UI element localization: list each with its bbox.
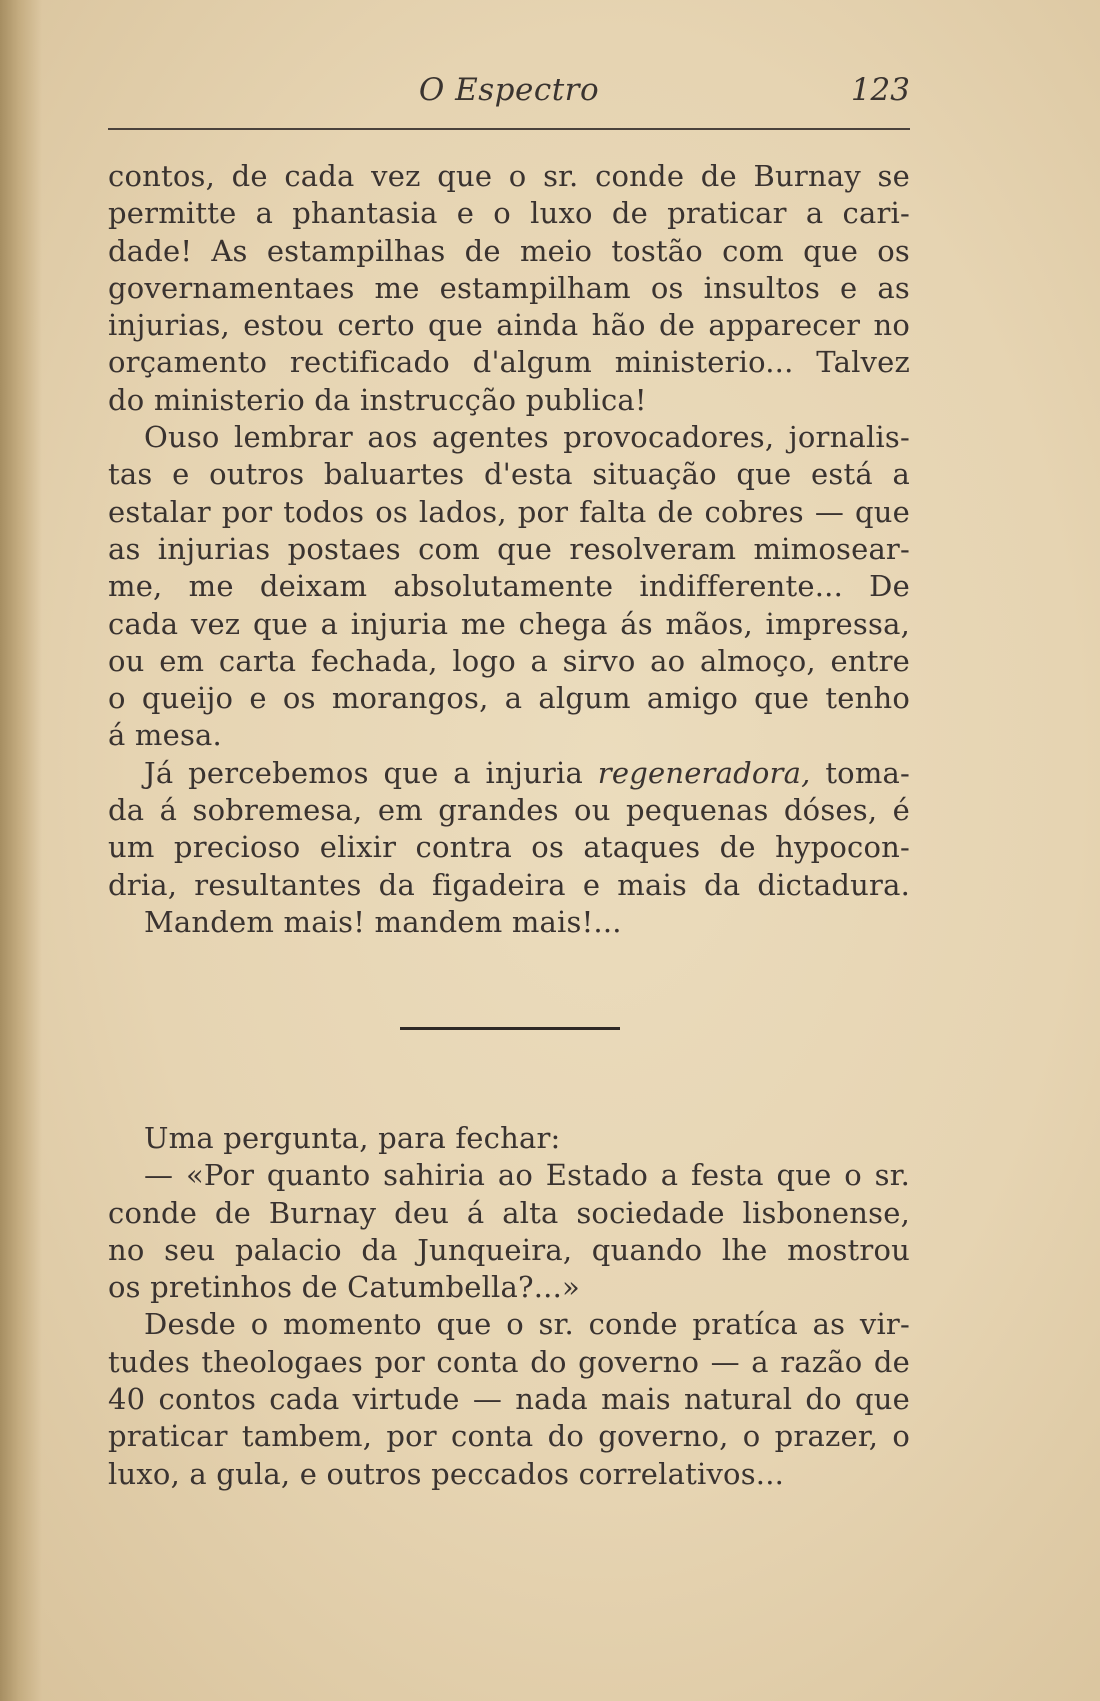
text-line: o queijo e os morangos, a algum amigo que tenho xyxy=(108,681,910,716)
text-line: me, me deixam absolutamente indifferente... De xyxy=(108,569,910,604)
text-line: á mesa. xyxy=(108,718,222,753)
text-line: da á sobremesa, em grandes ou pequenas dóses, é xyxy=(108,793,910,828)
text-line: governamentaes me estampilham os insultos e as xyxy=(108,270,910,305)
text-line: Ouso lembrar aos agentes provocadores, jornalis- xyxy=(144,420,910,455)
text-line: do ministerio da instrucção publica! xyxy=(108,382,647,417)
text-line: Desde o momento que o sr. conde pratíca as vir- xyxy=(144,1307,910,1342)
text-line: permitte a phantasia e o luxo de praticar a cari- xyxy=(108,196,910,231)
text-line: tas e outros baluartes d'esta situação que está a xyxy=(108,457,910,492)
text-line: Mandem mais! mandem mais!... xyxy=(144,904,622,939)
text-line: Uma pergunta, para fechar: xyxy=(144,1121,561,1155)
text-line: orçamento rectificado d'algum ministerio... Talvez xyxy=(108,345,910,380)
text-section-one xyxy=(108,158,910,941)
text-line: injurias, estou certo que ainda hão de apparecer no xyxy=(108,308,910,343)
text-line: 40 contos cada virtude — nada mais natural do que xyxy=(108,1382,910,1417)
text-fragment: Já percebemos que a injuria xyxy=(144,755,583,790)
text-line: um precioso elixir contra os ataques de hypocon- xyxy=(108,830,910,865)
text-fragment: toma- xyxy=(825,755,910,790)
text-line: conde de Burnay deu á alta sociedade lisbonense, xyxy=(108,1195,910,1230)
text-line-with-italic xyxy=(108,755,910,792)
page-number: 123 xyxy=(850,72,910,108)
text-line: tudes theologaes por conta do governo — a razão de xyxy=(108,1344,910,1379)
text-section-two xyxy=(108,1120,910,1493)
text-line: os pretinhos de Catumbella?...» xyxy=(108,1270,580,1305)
text-line: luxo, a gula, e outros peccados correlativos... xyxy=(108,1456,785,1491)
running-title: O Espectro xyxy=(418,72,600,108)
header-rule xyxy=(108,128,910,130)
text-line: dria, resultantes da figadeira e mais da dictadura. xyxy=(108,867,910,902)
text-line: estalar por todos os lados, por falta de cobres — que xyxy=(108,494,910,529)
page-edge-shadow xyxy=(0,0,42,1701)
text-line: dade! As estampilhas de meio tostão com que os xyxy=(108,233,910,268)
text-line: as injurias postaes com que resolveram mimosear- xyxy=(108,531,910,566)
text-line: ou em carta fechada, logo a sirvo ao almoço, entre xyxy=(108,643,910,678)
text-line: contos, de cada vez que o sr. conde de Burnay se xyxy=(108,159,910,193)
text-line: praticar tambem, por conta do governo, o prazer, o xyxy=(108,1419,910,1454)
italic-word: regeneradora, xyxy=(597,755,811,790)
text-line: cada vez que a injuria me chega ás mãos, impressa, xyxy=(108,606,910,641)
running-head xyxy=(108,66,910,116)
text-line: no seu palacio da Junqueira, quando lhe mostrou xyxy=(108,1232,910,1267)
section-divider xyxy=(400,1027,620,1030)
text-line: — «Por quanto sahiria ao Estado a festa que o sr. xyxy=(144,1158,910,1193)
